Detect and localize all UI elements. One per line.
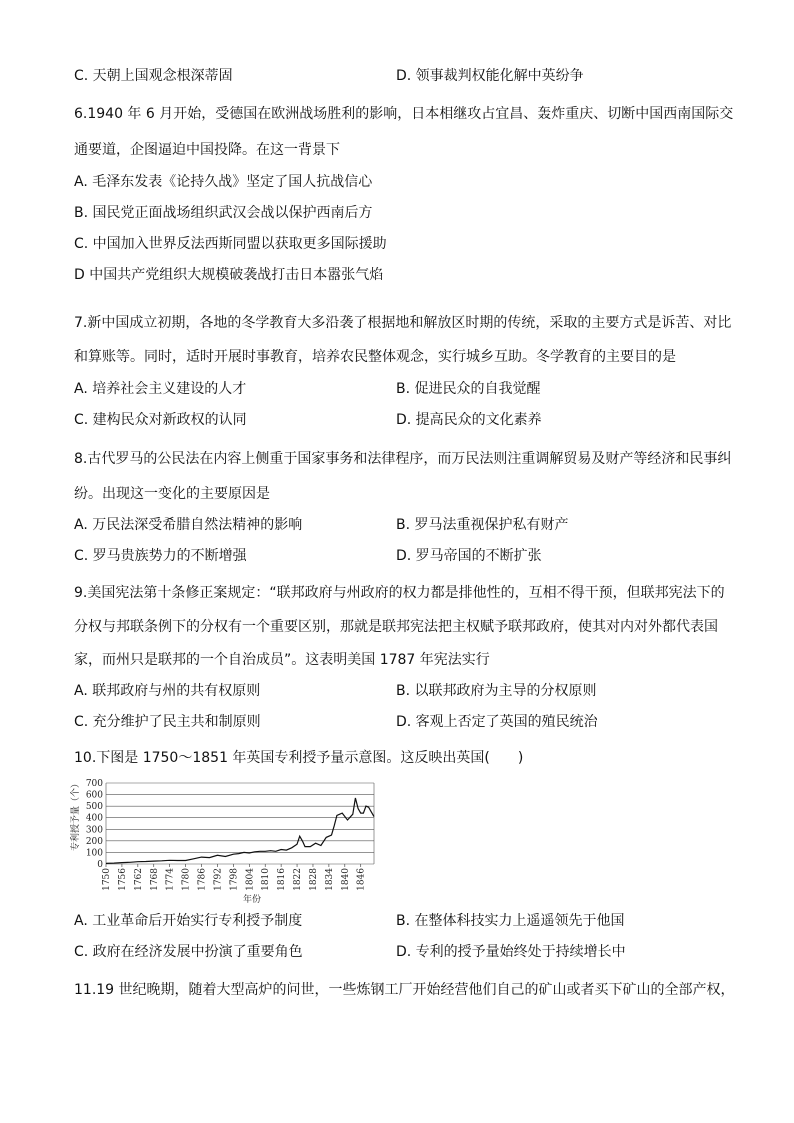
x-tick-label: 1756 [117, 868, 128, 891]
x-tick-label: 1768 [149, 868, 160, 891]
q7-option-a: A. 培养社会主义建设的人才 [74, 381, 247, 397]
y-tick-label: 400 [85, 813, 103, 824]
q6-option-d: D 中国共产党组织大规模破袭战打击日本嚣张气焰 [74, 267, 384, 283]
q5-option-c: C. 天朝上国观念根深蒂固 [74, 68, 233, 84]
x-tick-label: 1798 [229, 868, 240, 891]
y-axis-label: 专利授予量（个） [71, 778, 81, 852]
q8-option-a: A. 万民法深受希腊自然法精神的影响 [74, 517, 303, 533]
y-tick-label: 500 [85, 802, 103, 813]
q7-option-b: B. 促进民众的自我觉醒 [396, 381, 541, 397]
q8-stem-line1: 8.古代罗马的公民法在内容上侧重于国家事务和法律程序，而万民法则注重调解贸易及财产等经济和民事纠 [74, 451, 732, 467]
q7-option-c: C. 建构民众对新政权的认同 [74, 412, 247, 428]
y-tick-label: 200 [85, 836, 103, 847]
q6-option-c: C. 中国加入世界反法西斯同盟以获取更多国际援助 [74, 236, 387, 252]
y-tick-label: 700 [85, 779, 103, 789]
q10-option-a: A. 工业革命后开始实行专利授予制度 [74, 913, 303, 929]
q10-option-d: D. 专利的授予量始终处于持续增长中 [396, 944, 626, 960]
x-tick-label: 1828 [308, 868, 319, 891]
q8-option-c: C. 罗马贵族势力的不断增强 [74, 548, 247, 564]
q6-stem-line2: 通要道，企图逼迫中国投降。在这一背景下 [74, 142, 340, 158]
chart-x-ticks [102, 864, 367, 891]
q9-option-d: D. 客观上否定了英国的殖民统治 [396, 714, 598, 730]
chart-y-ticks [86, 779, 103, 870]
q9-option-a: A. 联邦政府与州的共有权原则 [74, 683, 261, 699]
x-tick-label: 1846 [356, 868, 367, 891]
x-tick-label: 1780 [181, 868, 192, 891]
q6-option-a: A. 毛泽东发表《论持久战》坚定了国人抗战信心 [74, 174, 373, 190]
x-tick-label: 1804 [245, 868, 256, 891]
x-tick-label: 1834 [324, 868, 335, 891]
x-tick-label: 1786 [197, 868, 208, 891]
q9-option-c: C. 充分维护了民主共和制原则 [74, 714, 261, 730]
q7-option-d: D. 提高民众的文化素养 [396, 412, 542, 428]
q8-option-b: B. 罗马法重视保护私有财产 [396, 517, 569, 533]
q8-stem-line2: 纷。出现这一变化的主要原因是 [74, 486, 270, 502]
q6-stem-line1: 6.1940 年 6 月开始，受德国在欧洲战场胜利的影响，日本相继攻占宜昌、轰炸重庆、切断中国西南国际交 [74, 106, 734, 122]
x-tick-label: 1840 [340, 868, 351, 891]
series-line [106, 798, 374, 863]
q8-option-d: D. 罗马帝国的不断扩张 [396, 548, 542, 564]
q5-option-d: D. 领事裁判权能化解中英纷争 [396, 68, 584, 84]
q6-option-b: B. 国民党正面战场组织武汉会战以保护西南后方 [74, 205, 373, 221]
x-tick-label: 1816 [277, 868, 288, 891]
patent-line-chart [68, 775, 388, 905]
q10-stem-line1: 10.下图是 1750～1851 年英国专利授予量示意图。这反映出英国( ) [74, 750, 524, 766]
x-axis-label: 年份 [242, 895, 262, 905]
x-tick-label: 1774 [165, 868, 176, 891]
q7-stem-line2: 和算账等。同时，适时开展时事教育，培养农民整体观念，实行城乡互助。冬学教育的主要目的是 [74, 349, 676, 365]
x-tick-label: 1792 [213, 868, 224, 891]
q9-stem-line2: 分权与邦联条例下的分权有一个重要区别，那就是联邦宪法把主权赋予联邦政府，使其对内对外都代表国 [74, 619, 718, 635]
q7-stem-line1: 7.新中国成立初期，各地的冬学教育大多沿袭了根据地和解放区时期的传统，采取的主要方式是诉苦、对比 [74, 315, 732, 331]
x-tick-label: 1762 [133, 868, 144, 891]
q9-stem-line3: 家，而州只是联邦的一个自治成员”。这表明美国 1787 年宪法实行 [74, 652, 490, 668]
x-tick-label: 1822 [293, 868, 304, 891]
q10-option-c: C. 政府在经济发展中扮演了重要角色 [74, 944, 303, 960]
y-tick-label: 600 [85, 790, 103, 801]
x-tick-label: 1810 [261, 868, 272, 891]
y-tick-label: 100 [85, 848, 103, 859]
x-tick-label: 1750 [102, 868, 112, 891]
q9-stem-line1: 9.美国宪法第十条修正案规定：“联邦政府与州政府的权力都是排他性的，互相不得干预，但联邦宪法下的 [74, 585, 725, 601]
q11-stem-line1: 11.19 世纪晚期，随着大型高炉的问世，一些炼钢工厂开始经营他们自己的矿山或者买下矿山的全部产权， [74, 982, 735, 998]
q9-option-b: B. 以联邦政府为主导的分权原则 [396, 683, 597, 699]
q10-option-b: B. 在整体科技实力上遥遥领先于他国 [396, 913, 625, 929]
y-tick-label: 0 [97, 860, 103, 870]
chart-grid [106, 783, 374, 864]
y-tick-label: 300 [85, 825, 103, 836]
